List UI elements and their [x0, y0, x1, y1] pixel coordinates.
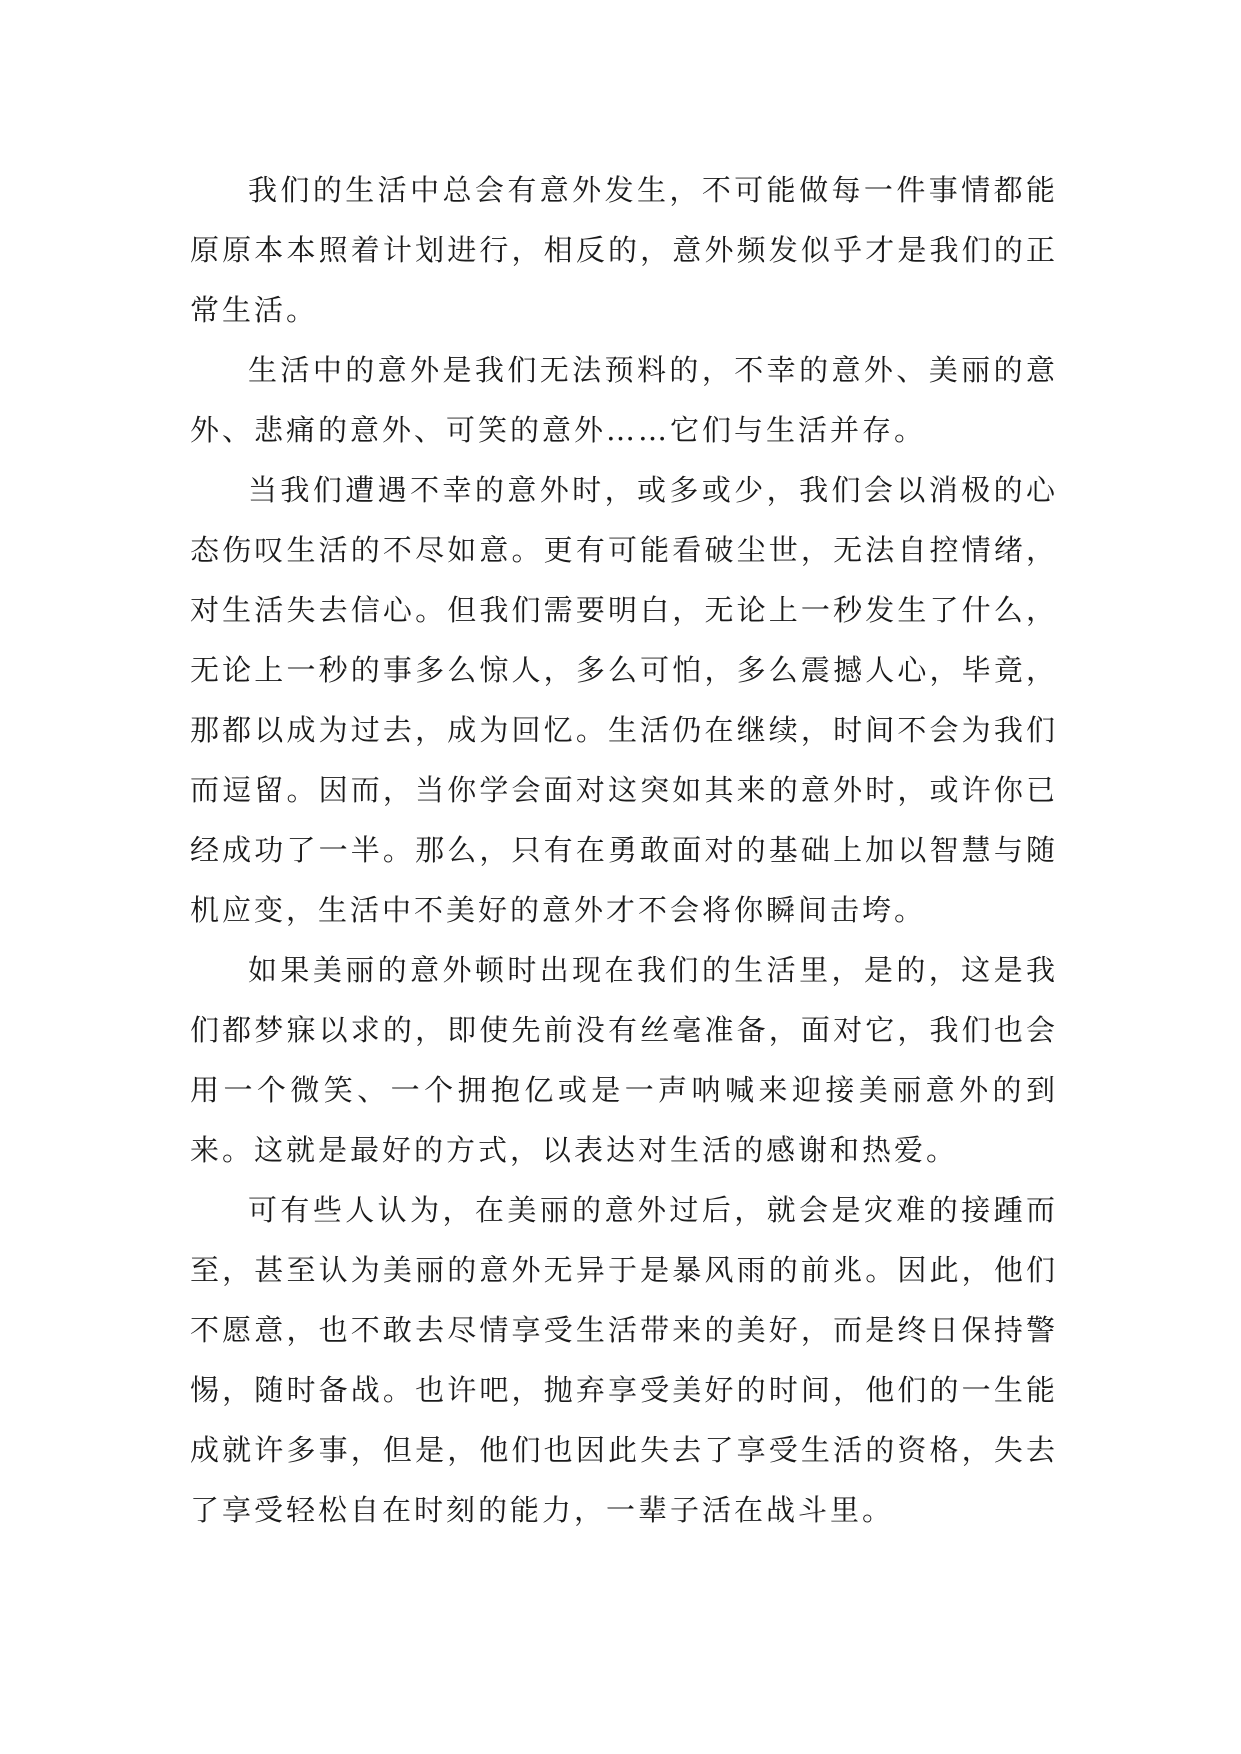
paragraph-4: 如果美丽的意外顿时出现在我们的生活里，是的，这是我们都梦寐以求的，即使先前没有丝毫准备，面对它，我们也会用一个微笑、一个拥抱亿或是一声呐喊来迎接美丽意外的到来。这就是最好的方式，以表达对生活的感谢和热爱。 — [190, 953, 1058, 1167]
paragraph-2: 生活中的意外是我们无法预料的，不幸的意外、美丽的意外、悲痛的意外、可笑的意外……它们与生活并存。 — [190, 353, 1058, 447]
paragraph-5: 可有些人认为，在美丽的意外过后，就会是灾难的接踵而至，甚至认为美丽的意外无异于是暴风雨的前兆。因此，他们不愿意，也不敢去尽情享受生活带来的美好，而是终日保持警惕，随时备战。也许吧，抛弃享受美好的时间，他们的一生能成就许多事，但是，他们也因此失去了享受生活的资格，失去了享受轻松自在时刻的能力，一辈子活在战斗里。 — [190, 1193, 1058, 1527]
document-body — [190, 160, 1058, 1540]
paragraph-1: 我们的生活中总会有意外发生，不可能做每一件事情都能原原本本照着计划进行，相反的，意外频发似乎才是我们的正常生活。 — [190, 173, 1058, 327]
paragraph-3: 当我们遭遇不幸的意外时，或多或少，我们会以消极的心态伤叹生活的不尽如意。更有可能看破尘世，无法自控情绪，对生活失去信心。但我们需要明白，无论上一秒发生了什么，无论上一秒的事多么惊人，多么可怕，多么震撼人心，毕竟，那都以成为过去，成为回忆。生活仍在继续，时间不会为我们而逗留。因而，当你学会面对这突如其来的意外时，或许你已经成功了一半。那么，只有在勇敢面对的基础上加以智慧与随机应变，生活中不美好的意外才不会将你瞬间击垮。 — [190, 473, 1058, 927]
